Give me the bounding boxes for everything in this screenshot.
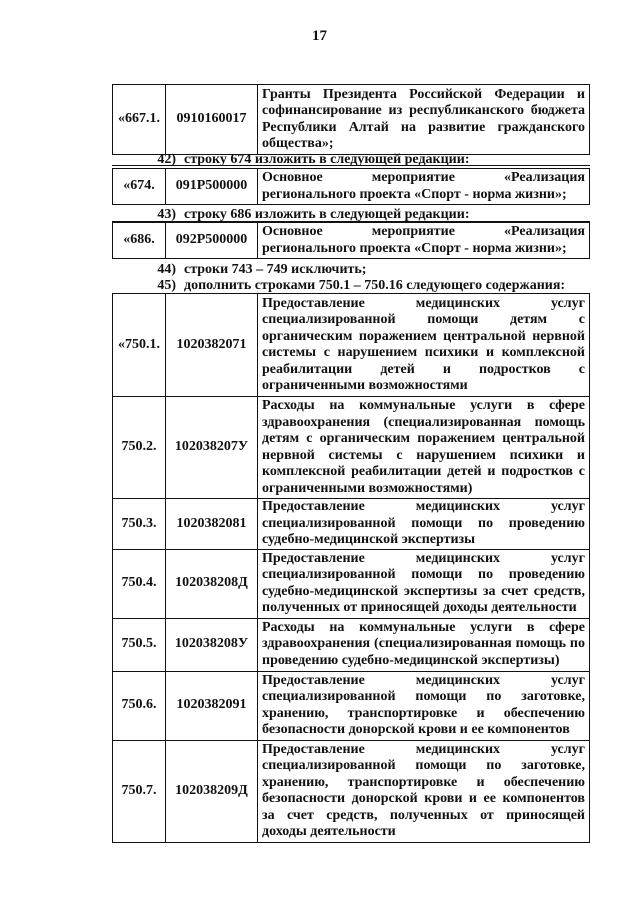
row-number: 750.4. [113,549,166,618]
row-text [258,169,590,205]
table-row [113,671,590,740]
table-row [113,294,590,397]
row-number: 750.6. [113,671,166,740]
instruction-number: 45) [157,278,176,293]
row-text: Предоставление медицинских услуг специализированной помощи по заготовке, хранению, транспортировке и обеспечению безопасности донорской крови и ее компонентов [258,671,590,740]
row-code: 1020382091 [166,671,258,740]
row-number: «667.1. [113,85,166,155]
table-row [113,549,590,618]
row-number: 750.5. [113,618,166,671]
row-text: Гранты Президента Российской Федерации и софинансирование из республиканского бюджета Республики Алтай на развитие гражданского общества»; [258,85,590,155]
instruction-text: дополнить строками 750.1 – 750.16 следующего содержания: [184,278,566,293]
row-text: Предоставление медицинских услуг специализированной помощи по проведению судебно-медицинской экспертизы [258,499,590,550]
table-block-674 [112,168,590,205]
instruction-43 [112,207,590,222]
row-text: Предоставление медицинских услуг специализированной помощи по проведению судебно-медицинской экспертизы за счет средств, полученных от приносящей доходы деятельности [258,549,590,618]
page-number: 17 [312,28,327,44]
instruction-text: строку 686 изложить в следующей редакции: [184,207,470,222]
row-number: «674. [113,169,166,205]
row-code: 092P500000 [166,223,258,259]
row-code: 091P500000 [166,169,258,205]
row-number: «686. [113,223,166,259]
table-row [113,499,590,550]
table-row [113,85,590,155]
instruction-text: строки 743 – 749 исключить; [184,262,367,277]
row-text [258,223,590,259]
row-code: 102038209Д [166,740,258,842]
instruction-42 [112,152,590,167]
table-block-686 [112,222,590,259]
table-row [113,169,590,205]
instruction-45 [112,278,590,293]
row-number: 750.2. [113,397,166,499]
table-row [113,740,590,842]
table-block-667-1 [112,84,590,155]
row-code: 0910160017 [166,85,258,155]
row-code: 102038208Д [166,549,258,618]
row-text-line: регионального проекта «Спорт - норма жизни»; [262,240,567,256]
row-code: 102038208У [166,618,258,671]
table-row [113,397,590,499]
row-code: 102038207У [166,397,258,499]
row-text: Предоставление медицинских услуг специализированной помощи по заготовке, хранению, транспортировке и обеспечению безопасности донорской крови и ее компонентов за счет средств, полученных от приносящей доходы деятельности [258,740,590,842]
row-code: 1020382071 [166,294,258,397]
row-text-line: Основное мероприятие «Реализация [262,170,585,185]
instruction-number: 42) [157,152,176,167]
instruction-number: 43) [157,207,176,222]
row-text: Предоставление медицинских услуг специализированной помощи детям с органическим поражением центральной нервной системы с нарушением психики и комплексной реабилитации детей и подростков с ограниченными возможностями [258,294,590,397]
row-text-line: Основное мероприятие «Реализация [262,224,585,239]
table-block-750 [112,293,590,843]
row-code: 1020382081 [166,499,258,550]
table-row [113,618,590,671]
instruction-text: строку 674 изложить в следующей редакции: [184,152,470,167]
row-text: Расходы на коммунальные услуги в сфере здравоохранения (специализированная помощь детям с органическим поражением центральной нервной системы с нарушением психики и комплексной реабилитации детей и подростков с ограниченными возможностями) [258,397,590,499]
row-text-line: регионального проекта «Спорт - норма жизни»; [262,186,567,202]
row-number: 750.3. [113,499,166,550]
row-text: Расходы на коммунальные услуги в сфере здравоохранения (специализированная помощь по проведению судебно-медицинской экспертизы) [258,618,590,671]
row-number: «750.1. [113,294,166,397]
instruction-number: 44) [157,262,176,277]
table-row [113,223,590,259]
instruction-44 [112,262,590,277]
row-number: 750.7. [113,740,166,842]
